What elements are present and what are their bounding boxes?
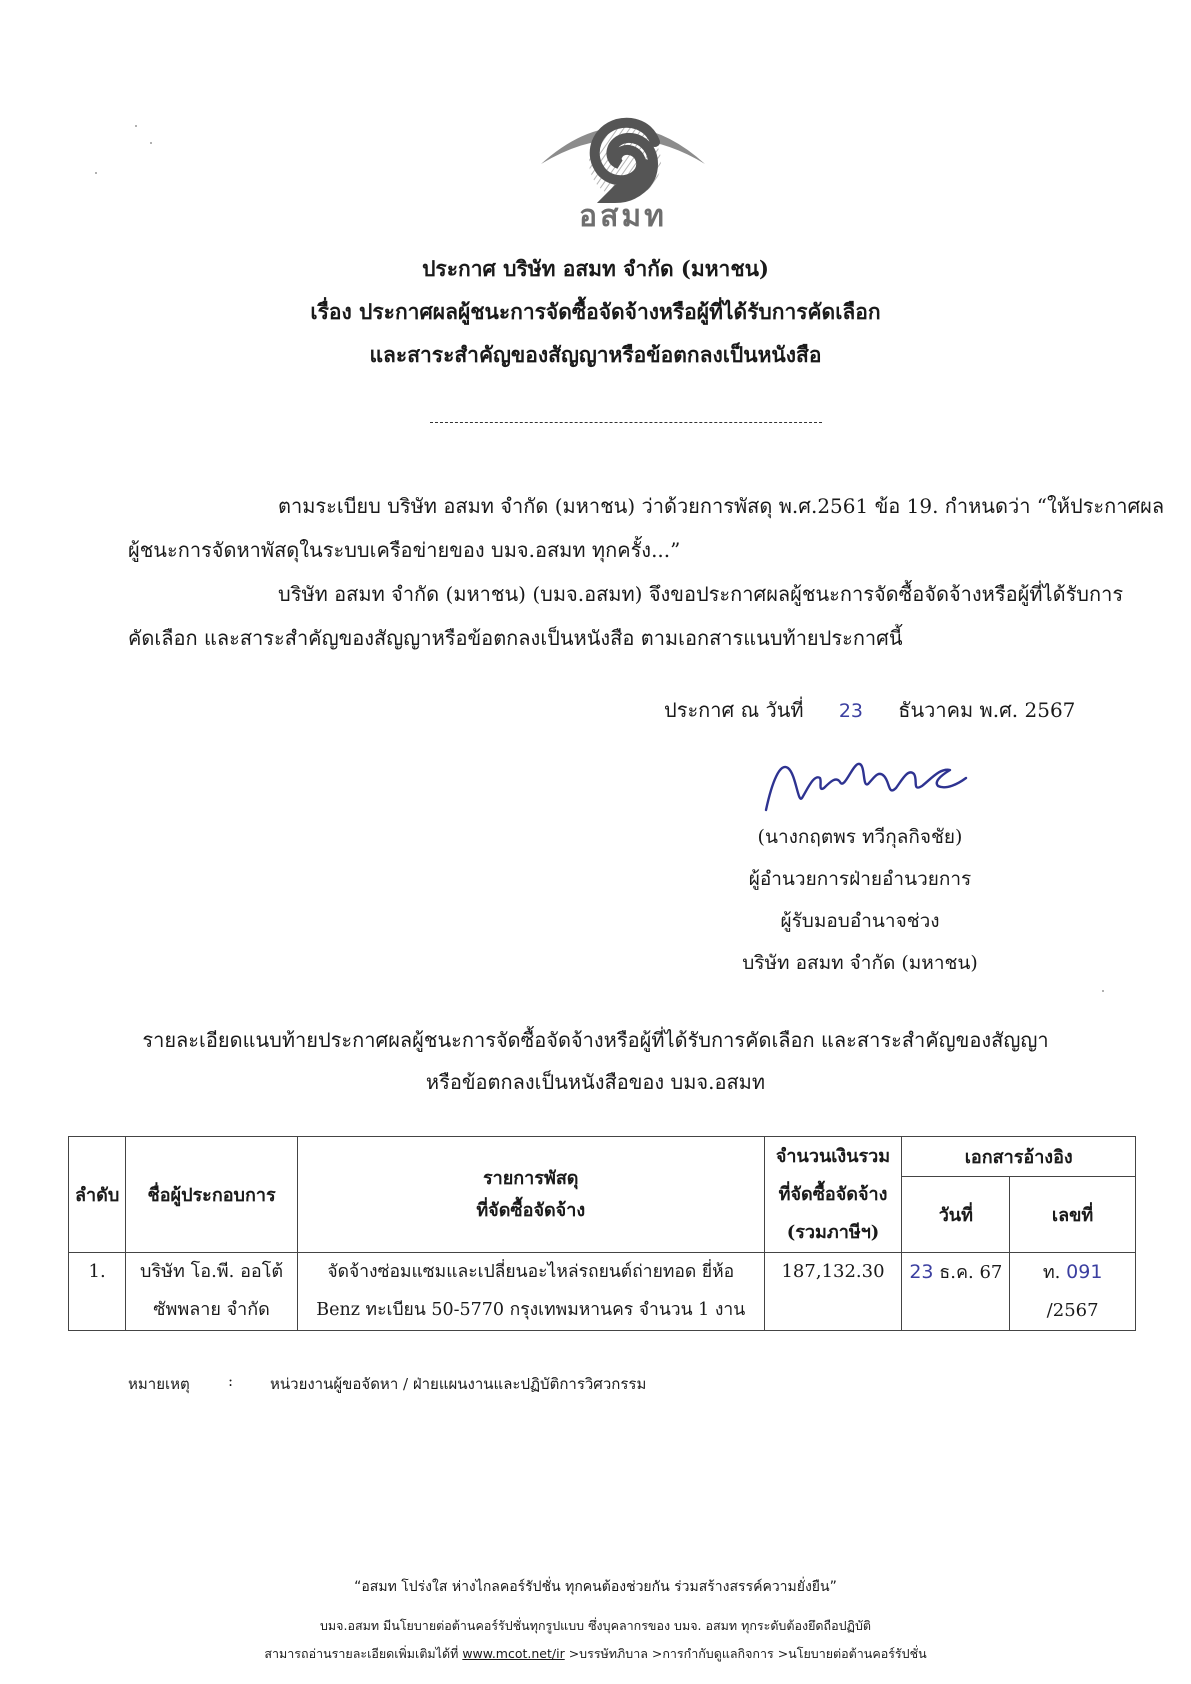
ref-date-handwritten: 23 xyxy=(909,1261,934,1283)
footer-more-suffix: >บรรษัทภิบาล >การกำกับดูแลกิจการ >นโยบายต่อต้านคอร์รัปชั่น xyxy=(568,1646,927,1661)
table-row xyxy=(69,1253,1136,1331)
header-ref-no: เลขที่ xyxy=(1010,1177,1136,1253)
scan-speck xyxy=(95,172,97,174)
cell-no: 1. xyxy=(69,1253,126,1331)
header-item-line-2: ที่จัดซื้อจัดจ้าง xyxy=(476,1199,586,1221)
cell-item xyxy=(297,1253,764,1331)
header-no: ลำดับ xyxy=(69,1137,126,1253)
ref-no-handwritten: 091 xyxy=(1066,1261,1103,1283)
signatory-authority: ผู้รับมอบอำนาจช่วง xyxy=(780,910,940,932)
header-amount xyxy=(764,1137,902,1253)
header-vendor: ชื่อผู้ประกอบการ xyxy=(126,1137,298,1253)
scan-speck xyxy=(135,125,137,127)
signatory-name: (นางกฤตพร ทวีกุลกิจชัย) xyxy=(757,826,963,848)
cell-vendor-line-1: บริษัท โอ.พี. ออโต้ xyxy=(140,1261,284,1282)
announce-day-handwritten: 23 xyxy=(838,700,864,722)
cell-vendor-line-2: ซัพพลาย จำกัด xyxy=(153,1299,270,1320)
header-ref: เอกสารอ้างอิง xyxy=(902,1137,1136,1177)
footer-policy: บมจ.อสมท มีนโยบายต่อต้านคอร์รัปชั่นทุกรูปแบบ ซึ่งบุคลากรของ บมจ. อสมท ทุกระดับต้องยึดถือปฏิบัติ xyxy=(319,1618,871,1633)
paragraph-1-line-1: ตามระเบียบ บริษัท อสมท จำกัด (มหาชน) ว่าด้วยการพัสดุ พ.ศ.2561 ข้อ 19. กำหนดว่า “ให้ประกาศผล xyxy=(278,494,1165,518)
footer-slogan: “อสมท โปร่งใส ห่างไกลคอร์รัปชั่น ทุกคนต้องช่วยกัน ร่วมสร้างสรรค์ความยั่งยืน” xyxy=(354,1579,837,1595)
header-amount-line-1: จำนวนเงินรวม xyxy=(775,1145,891,1167)
announce-date xyxy=(664,700,1075,721)
signatory-company: บริษัท อสมท จำกัด (มหาชน) xyxy=(742,952,978,974)
scan-speck xyxy=(1102,990,1104,992)
scan-speck xyxy=(150,142,152,144)
cell-item-line-1: จัดจ้างซ่อมแซมและเปลี่ยนอะไหล่รถยนต์ถ่ายทอด ยี่ห้อ xyxy=(327,1262,735,1282)
header-ref-date: วันที่ xyxy=(902,1177,1010,1253)
announce-month-year: ธันวาคม พ.ศ. 2567 xyxy=(898,698,1076,722)
logo-wordmark: อสมท xyxy=(579,199,667,234)
mcot-logo xyxy=(537,112,709,237)
header-line-2: เรื่อง ประกาศผลผู้ชนะการจัดซื้อจัดจ้างหรือผู้ที่ได้รับการคัดเลือก xyxy=(310,299,881,324)
ref-no-suffix: /2567 xyxy=(1046,1300,1099,1321)
header-amount-line-3: (รวมภาษีฯ) xyxy=(786,1221,880,1243)
signature xyxy=(762,752,972,822)
cell-ref-date xyxy=(902,1253,1010,1331)
paragraph-2-line-1: บริษัท อสมท จำกัด (มหาชน) (บมจ.อสมท) จึงขอประกาศผลผู้ชนะการจัดซื้อจัดจ้างหรือผู้ที่ได้รับการ xyxy=(278,582,1124,606)
note-label: หมายเหตุ xyxy=(128,1375,190,1393)
footer-more-prefix: สามารถอ่านรายละเอียดเพิ่มเติมได้ที่ xyxy=(264,1646,459,1661)
footer-more xyxy=(0,1644,1191,1664)
header-line-1: ประกาศ บริษัท อสมท จำกัด (มหาชน) xyxy=(422,256,769,281)
cell-amount: 187,132.30 xyxy=(764,1253,902,1331)
header-line-3: และสาระสำคัญของสัญญาหรือข้อตกลงเป็นหนังสือ xyxy=(369,342,822,367)
cell-vendor xyxy=(126,1253,298,1331)
ref-no-prefix: ท. xyxy=(1042,1262,1061,1283)
header-item xyxy=(297,1137,764,1253)
header-amount-line-2: ที่จัดซื้อจัดจ้าง xyxy=(778,1183,888,1205)
cell-ref-no xyxy=(1010,1253,1136,1331)
signatory-position: ผู้อำนวยการฝ่ายอำนวยการ xyxy=(748,868,972,890)
attachment-title-line-2: หรือข้อตกลงเป็นหนังสือของ บมจ.อสมท xyxy=(425,1070,766,1094)
footer-link[interactable]: www.mcot.net/ir xyxy=(462,1646,565,1661)
paragraph-1-line-2: ผู้ชนะการจัดหาพัสดุในระบบเครือข่ายของ บมจ.อสมท ทุกครั้ง...” xyxy=(128,538,681,562)
note-colon: : xyxy=(228,1372,234,1390)
award-table xyxy=(68,1136,1136,1331)
note-text: หน่วยงานผู้ขอจัดหา / ฝ่ายแผนงานและปฏิบัติการวิศวกรรม xyxy=(270,1375,647,1393)
attachment-title-line-1: รายละเอียดแนบท้ายประกาศผลผู้ชนะการจัดซื้อจัดจ้างหรือผู้ที่ได้รับการคัดเลือก และสาระสำคัญของสัญญา xyxy=(142,1028,1049,1052)
header-divider xyxy=(430,422,822,423)
announce-date-prefix: ประกาศ ณ วันที่ xyxy=(664,698,804,722)
ref-date-rest: ธ.ค. 67 xyxy=(939,1262,1003,1283)
cell-item-line-2: Benz ทะเบียน 50-5770 กรุงเทพมหานคร จำนวน 1 งาน xyxy=(316,1300,746,1320)
header-item-line-1: รายการพัสดุ xyxy=(482,1167,579,1189)
paragraph-2-line-2: คัดเลือก และสาระสำคัญของสัญญาหรือข้อตกลงเป็นหนังสือ ตามเอกสารแนบท้ายประกาศนี้ xyxy=(128,626,903,650)
